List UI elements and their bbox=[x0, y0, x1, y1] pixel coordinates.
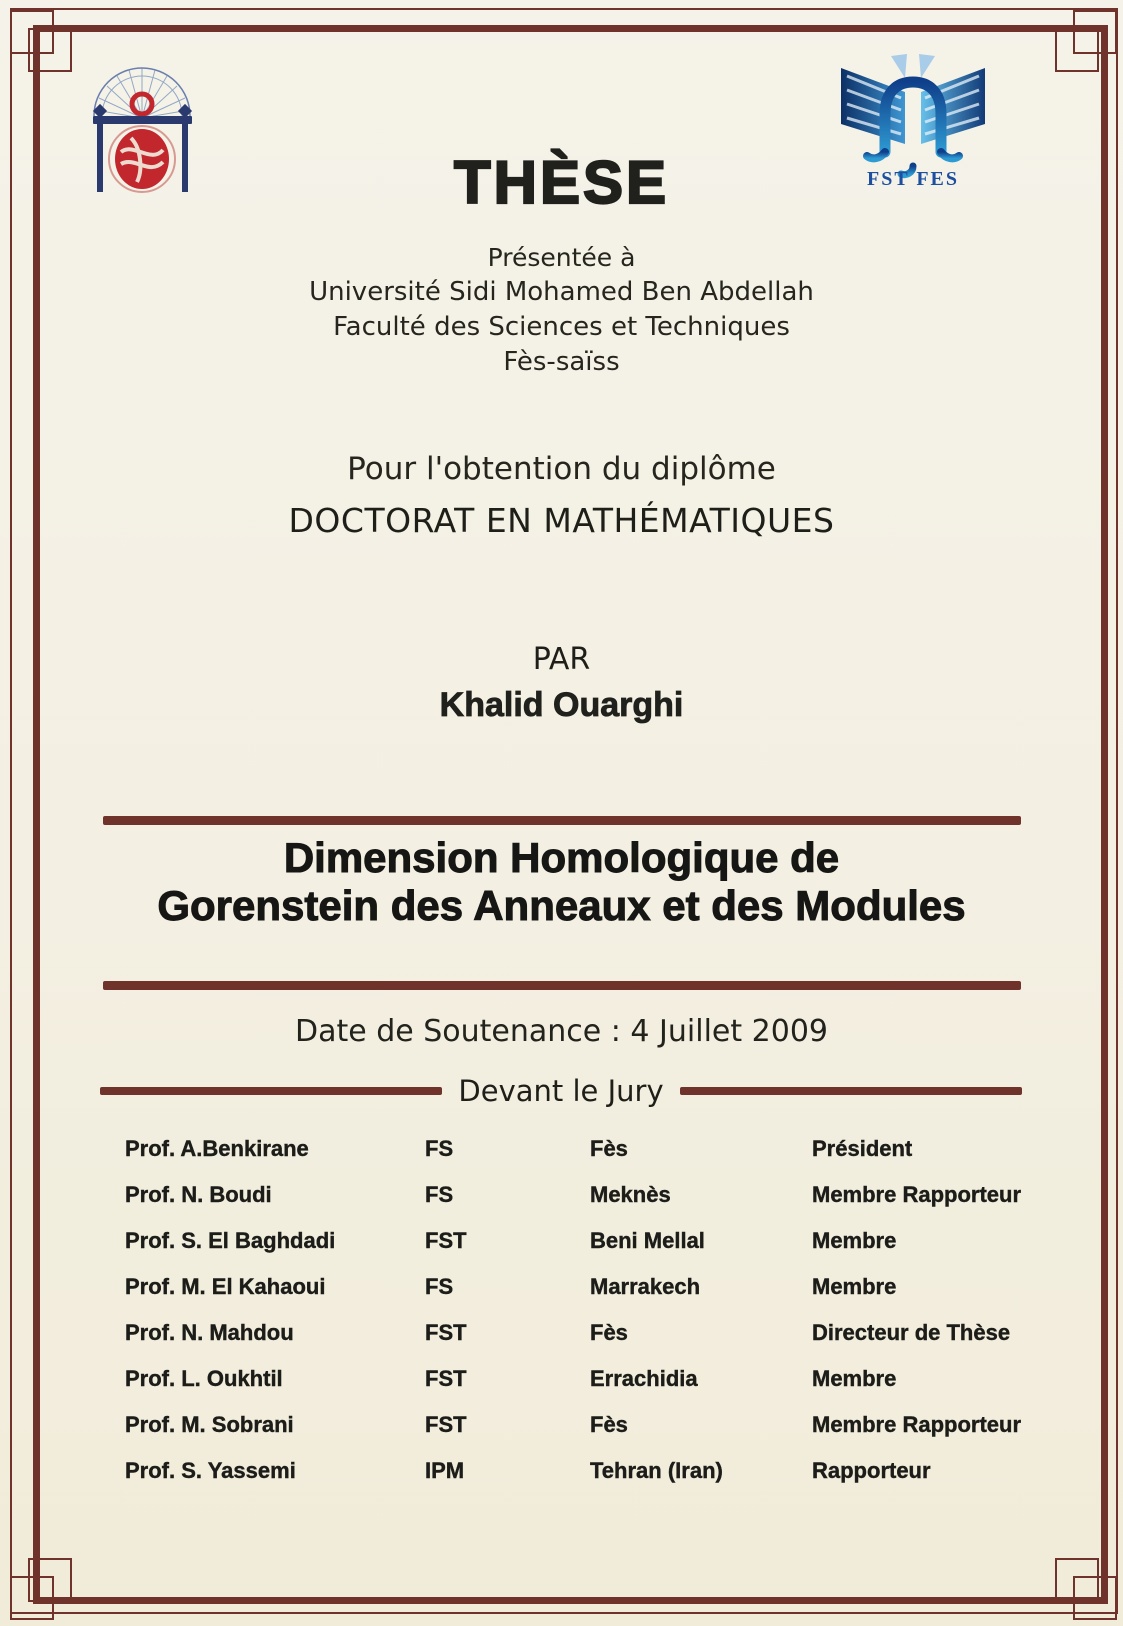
thesis-title-line2: Gorenstein des Anneaux et des Modules bbox=[157, 882, 966, 929]
jury-table-row bbox=[125, 1448, 1022, 1494]
jury-member-role: Membre Rapporteur bbox=[812, 1182, 1022, 1207]
jury-table bbox=[125, 1126, 1022, 1494]
jury-heading-label: Devant le Jury bbox=[458, 1074, 664, 1108]
corner-ornament-top-right-2 bbox=[1055, 28, 1099, 72]
jury-member-city: Fès bbox=[590, 1320, 628, 1345]
jury-member-role: Membre bbox=[812, 1228, 897, 1253]
jury-member-name: Prof. N. Mahdou bbox=[125, 1320, 294, 1345]
jury-member-role: Directeur de Thèse bbox=[812, 1320, 1011, 1345]
thesis-title bbox=[0, 834, 1123, 930]
corner-ornament-bottom-left-2 bbox=[28, 1558, 72, 1602]
jury-member-name: Prof. L. Oukhtil bbox=[125, 1366, 283, 1391]
jury-member-city: Beni Mellal bbox=[590, 1228, 705, 1253]
jury-member-role: Membre bbox=[812, 1366, 897, 1391]
jury-table-row bbox=[125, 1356, 1022, 1402]
corner-ornament-bottom-right-2 bbox=[1055, 1558, 1099, 1602]
jury-member-institution: FST bbox=[425, 1366, 467, 1391]
title-rule-bottom bbox=[103, 981, 1021, 990]
jury-member-role: Président bbox=[812, 1136, 913, 1161]
jury-member-city: Fès bbox=[590, 1136, 628, 1161]
jury-member-name: Prof. S. El Baghdadi bbox=[125, 1228, 336, 1253]
author-name: Khalid Ouarghi bbox=[439, 686, 684, 724]
jury-member-city: Errachidia bbox=[590, 1366, 698, 1391]
thesis-title-line1: Dimension Homologique de bbox=[283, 834, 840, 881]
jury-member-institution: IPM bbox=[425, 1458, 465, 1483]
jury-heading-rule-right bbox=[680, 1087, 1022, 1095]
university-line: Université Sidi Mohamed Ben Abdellah bbox=[309, 277, 814, 307]
jury-table-row bbox=[125, 1172, 1022, 1218]
jury-member-institution: FST bbox=[425, 1412, 467, 1437]
degree-line: DOCTORAT EN MATHÉMATIQUES bbox=[288, 501, 835, 540]
title-rule-top bbox=[103, 816, 1021, 825]
jury-member-name: Prof. M. Sobrani bbox=[125, 1412, 294, 1437]
jury-member-role: Membre Rapporteur bbox=[812, 1412, 1022, 1437]
jury-heading-row bbox=[100, 1074, 1022, 1108]
jury-member-city: Meknès bbox=[590, 1182, 671, 1207]
purpose-line: Pour l'obtention du diplôme bbox=[347, 451, 776, 487]
corner-ornament-top-left-2 bbox=[28, 28, 72, 72]
jury-member-institution: FS bbox=[425, 1136, 454, 1161]
jury-member-city: Tehran (Iran) bbox=[590, 1458, 723, 1483]
page-title: THÈSE bbox=[453, 149, 670, 216]
jury-table-row bbox=[125, 1402, 1022, 1448]
jury-table-row bbox=[125, 1264, 1022, 1310]
jury-member-institution: FS bbox=[425, 1274, 454, 1299]
by-label: PAR bbox=[532, 642, 591, 677]
jury-member-name: Prof. S. Yassemi bbox=[125, 1458, 296, 1483]
jury-member-name: Prof. N. Boudi bbox=[125, 1182, 272, 1207]
fst-fes-label: FST FES bbox=[867, 168, 959, 190]
jury-member-name: Prof. M. El Kahaoui bbox=[125, 1274, 326, 1299]
campus-line: Fès-saïss bbox=[503, 347, 620, 377]
jury-member-institution: FS bbox=[425, 1182, 454, 1207]
jury-table-row bbox=[125, 1126, 1022, 1172]
jury-member-institution: FST bbox=[425, 1320, 467, 1345]
jury-table-row bbox=[125, 1218, 1022, 1264]
jury-member-name: Prof. A.Benkirane bbox=[125, 1136, 309, 1161]
faculty-line: Faculté des Sciences et Techniques bbox=[333, 312, 790, 342]
jury-member-city: Marrakech bbox=[590, 1274, 701, 1299]
defense-date-line: Date de Soutenance : 4 Juillet 2009 bbox=[294, 1014, 829, 1049]
jury-member-city: Fès bbox=[590, 1412, 628, 1437]
presented-at-line: Présentée à bbox=[487, 243, 636, 272]
jury-table-row bbox=[125, 1310, 1022, 1356]
jury-member-role: Membre bbox=[812, 1274, 897, 1299]
jury-member-institution: FST bbox=[425, 1228, 467, 1253]
presentation-block bbox=[0, 240, 1123, 380]
jury-heading-rule-left bbox=[100, 1087, 442, 1095]
jury-member-role: Rapporteur bbox=[812, 1458, 931, 1483]
